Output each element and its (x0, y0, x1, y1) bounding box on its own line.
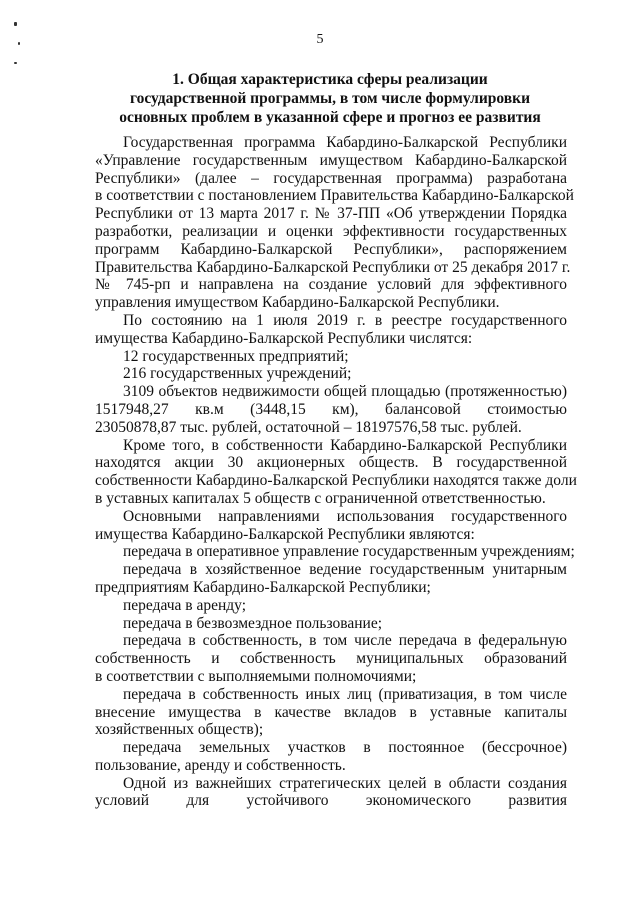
text-line: По состоянию на 1 июля 2019 г. в реестре государственного (123, 311, 567, 329)
text-line: собственности Кабардино-Балкарской Республики находятся также доли (95, 472, 577, 490)
text-line: «Управление государственным имуществом Кабардино-Балкарской (95, 151, 567, 169)
text-line: передача в аренду; (123, 596, 247, 614)
text-line: Государственная программа Кабардино-Балкарской Республики (123, 134, 567, 151)
text-line: в уставных капиталах 5 обществ с ограниченной ответственностью. (95, 489, 546, 507)
text-line: в соответствии с выполняемыми полномочиями; (95, 667, 417, 685)
page-number: 5 (316, 32, 324, 47)
text-line: 3109 объектов недвижимости общей площадью (протяженностью) (123, 383, 567, 401)
scan-speck (14, 62, 17, 64)
text-line: передача в оперативное управление государственным учреждениям; (123, 543, 575, 561)
text-line: № 745-рп и направлена на создание условий для эффективного (95, 276, 567, 294)
text-line: 12 государственных предприятий; (123, 347, 349, 365)
text-line: Одной из важнейших стратегических целей в области создания (123, 774, 567, 792)
heading-line: государственной программы, в том числе формулировки (129, 90, 531, 107)
text-line: разработки, реализации и оценки эффективности государственных (95, 222, 567, 240)
text-line: Кроме того, в собственности Кабардино-Балкарской Республики (123, 436, 567, 454)
text-line: имущества Кабардино-Балкарской Республики числятся: (95, 329, 473, 347)
text-line: передача в собственность, в том числе передача в федеральную (123, 632, 567, 650)
text-line: Правительства Кабардино-Балкарской Республики от 25 декабря 2017 г. (95, 258, 571, 276)
text-line: Республики от 13 марта 2017 г. № 37-ПП «Об утверждении Порядка (95, 205, 567, 223)
text-line: Основными направлениями использования государственного (123, 507, 567, 525)
text-line: передача в собственность иных лиц (приватизация, в том числе (123, 685, 567, 703)
scan-speck (14, 22, 17, 26)
text-line: хозяйственных обществ); (95, 721, 264, 739)
text-line: находятся акции 30 акционерных обществ. В государственной (95, 454, 567, 472)
text-line: передача в хозяйственное ведение государственным унитарным (123, 561, 567, 579)
text-line: 216 государственных учреждений; (123, 365, 352, 383)
text-line: предприятиям Кабардино-Балкарской Республики; (95, 578, 431, 596)
text-line: передача земельных участков в постоянное (бессрочное) (123, 739, 567, 757)
text-line: управления имуществом Кабардино-Балкарской Республики. (95, 294, 500, 312)
text-line: 23050878,87 тыс. рублей, остаточной – 18197576,58 тыс. рублей. (95, 418, 522, 436)
text-line: имущества Кабардино-Балкарской Республики являются: (95, 525, 475, 543)
text-line: внесение имущества в качестве вкладов в уставные капиталы (95, 703, 567, 721)
text-line: программ Кабардино-Балкарской Республики», распоряжением (95, 240, 567, 258)
text-line: условий для устойчивого экономического развития (95, 792, 567, 810)
text-line: 1517948,27 кв.м (3448,15 км), балансовой стоимостью (95, 400, 567, 418)
section-heading (100, 70, 560, 127)
text-line: в соответствии с постановлением Правительства Кабардино-Балкарской (95, 187, 574, 205)
text-line: собственность и собственность муниципальных образований (95, 650, 567, 668)
text-line: Республики» (далее – государственная программа) разработана (95, 169, 567, 187)
text-line: пользование, аренду и собственность. (95, 756, 346, 774)
heading-line: 1. Общая характеристика сферы реализации (172, 71, 488, 88)
text-line: передача в безвозмездное пользование; (123, 614, 383, 632)
heading-line: основных проблем в указанной сфере и прогноз ее развития (119, 109, 541, 126)
body-text (95, 134, 577, 810)
